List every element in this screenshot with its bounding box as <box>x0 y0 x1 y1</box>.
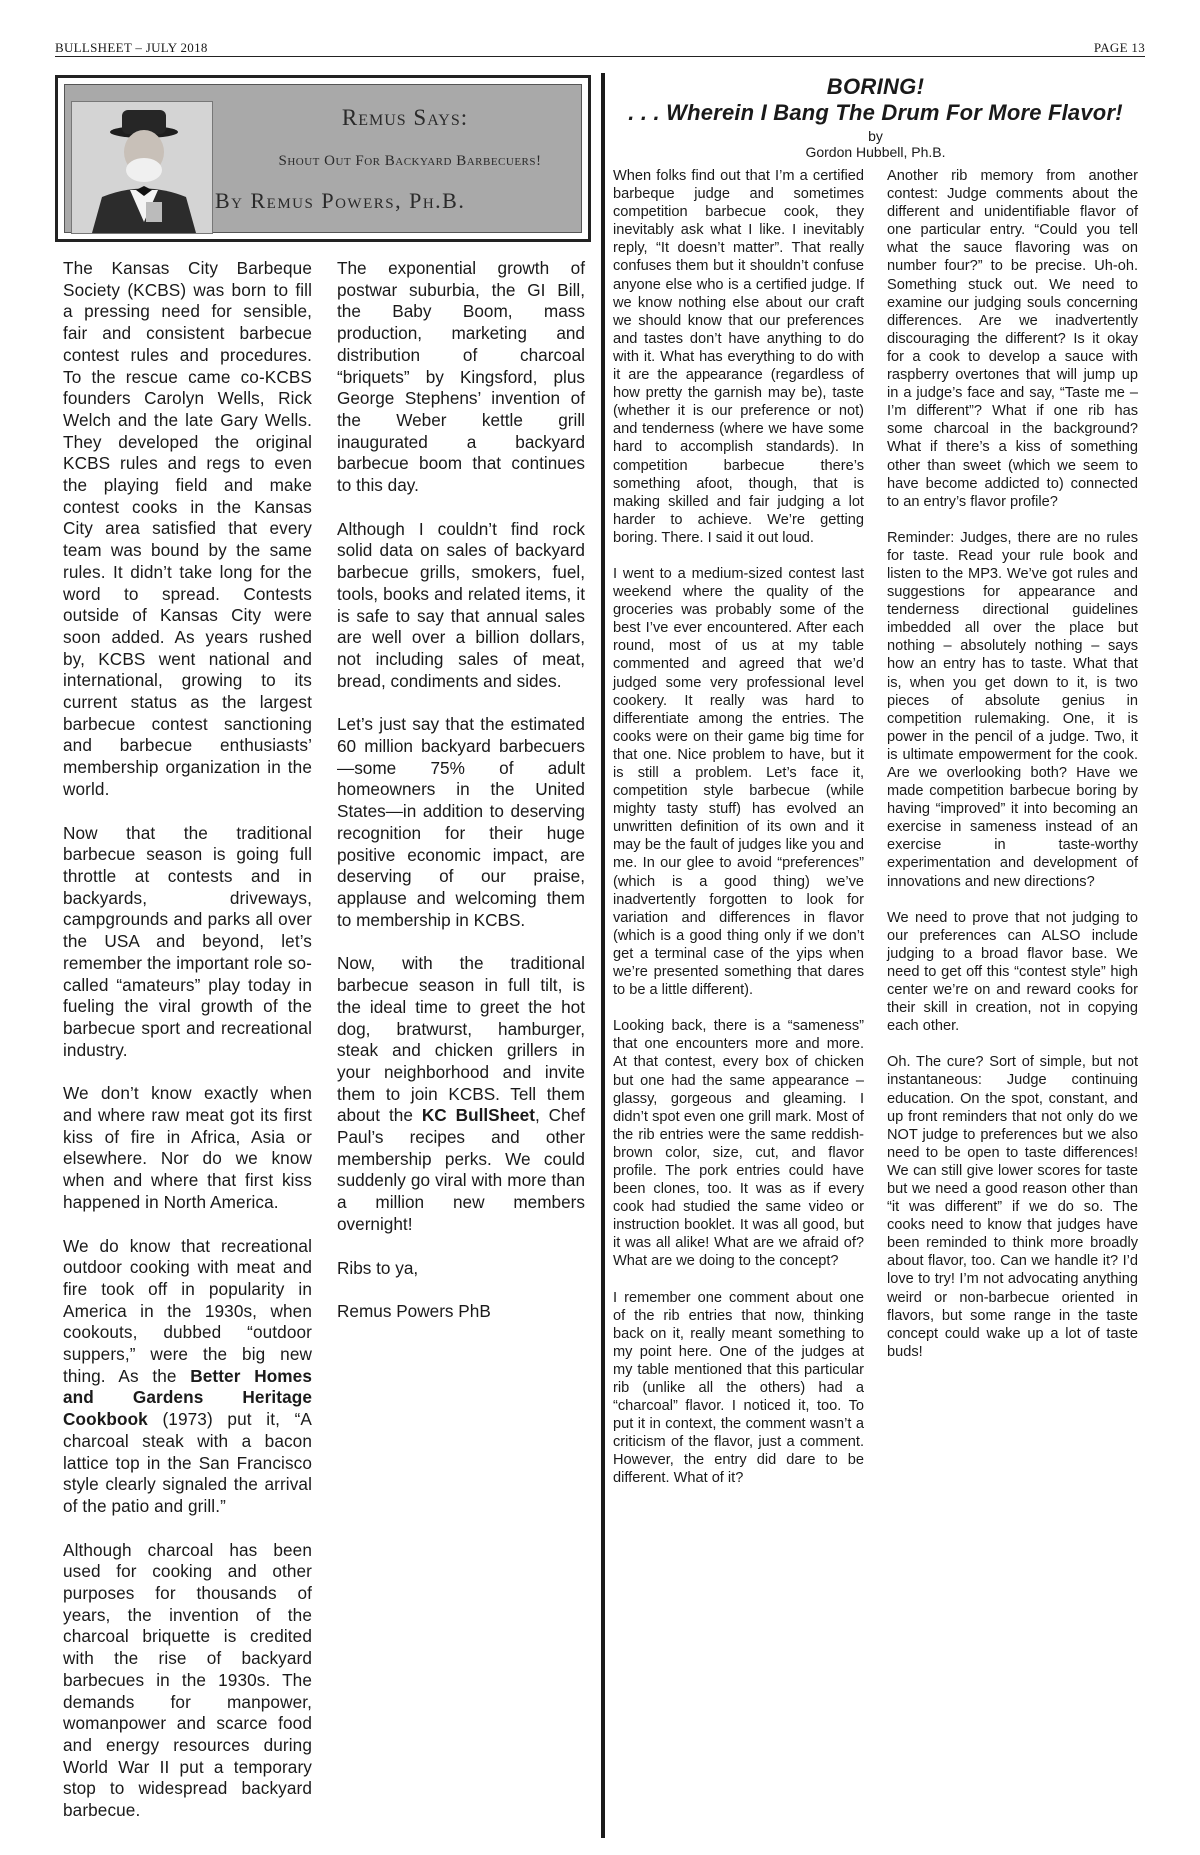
paragraph-text: Now, with the traditional barbecue season in full tilt, is the ideal time to greet the hot dog, bratwurst, hamburger, steak and chicken grillers in your neighborhood and invite them to join KCBS. Tell them about the <box>337 953 585 1126</box>
header-rule <box>55 56 1145 57</box>
boring-paragraph: Another rib memory from another contest: Judge comments about the different and unidentifiable flavor of one particular entry. “Could you tell what the sauce flavoring was on number four?” to be precise. Uh-oh. Something stuck out. We need to examine our judging souls concerning differences. Are we inadvertently discouraging the different? Is it okay for a cook to develop a sauce with raspberry overtones that will jump up in a judge’s face and say, “Taste me – I’m different”? What if one rib has some charcoal in the background? What if there’s a kiss of something other than sweet (which we seem to have become addicted to) connected to an entry’s flavor profile? <box>887 168 1138 510</box>
paragraph-text: We do know that recreational outdoor cooking with meat and fire took off in popularity in America in the 1930s, when cookouts, dubbed “outdoor suppers,” were the big new thing. As the <box>63 1235 312 1386</box>
signature: Remus Powers PhB <box>337 1301 491 1322</box>
boring-article-column-1 <box>613 167 864 1506</box>
boring-paragraph: When folks find out that I’m a certified barbeque judge and sometimes competition barbecue cook, they inevitably ask what I like. I inevitably reply, “It doesn’t matter”. That really confuses them but it shouldn’t confuse anyone else who is a certified judge. If we know nothing else about our craft we should know that our preferences and tastes don’t have anything to do with it. What has everything to do with it are the appearance (regardless of how pretty the garnish may be), taste (whether it is our preference or not) and tenderness (where we have some hard to accomplish standards). In competition barbecue there’s something afoot, though, that is making skilled and fair judging a lot harder to achieve. We’re getting boring. There. I said it out loud. <box>613 168 864 546</box>
paragraph-text: , Chef Paul’s recipes and other membership perks. We could suddenly go viral with more than a million new members overnight! <box>337 1105 585 1234</box>
remus-paragraph: Although charcoal has been used for cooking and other purposes for thousands of years, the invention of the charcoal briquette is credited with the rise of backyard barbecues in the 1930s. The demands for manpower, womanpower and scarce food and energy resources during World War II put a temporary stop to widespread backyard barbecue. <box>63 1539 312 1821</box>
person-photo-icon <box>71 101 213 234</box>
boring-paragraph: We need to prove that not judging to our preferences can ALSO include judging to a broad flavor base. We need to get off this “contest style” high center we’re on and reward cooks for their skill in creation, not in copying each other. <box>887 909 1138 1035</box>
remus-byline: By Remus Powers, Ph.B. <box>215 188 466 213</box>
boring-title: BORING! <box>826 74 925 99</box>
remus-says-box <box>55 75 591 242</box>
boring-subtitle: . . . Wherein I Bang The Drum For More Flavor! <box>628 100 1123 125</box>
paragraph-text: (1973) put it, “A charcoal steak with a bacon lattice top in the San Francisco style clearly signaled the arrival of the patio and grill.” <box>63 1409 312 1516</box>
remus-paragraph: The Kansas City Barbeque Society (KCBS) was born to fill a pressing need for sensible, fair and consistent barbecue contest rules and procedures. To the rescue came co-KCBS founders Carolyn Wells, Rick Welch and the late Gary Wells. They developed the original KCBS rules and regs to even the playing field and make contest cooks in the Kansas City area satisfied that every team was bound by the same rules. It didn’t take long for the word to spread. Contests outside of Kansas City were soon added. As years rushed by, KCBS went national and international, growing to its current status as the largest barbecue contest sanctioning and barbecue enthusiasts’ membership organization in the world. <box>63 258 312 799</box>
remus-box-background <box>64 84 582 233</box>
remus-subtitle: Shout Out For Backyard Barbecuers! <box>278 153 542 169</box>
remus-paragraph: We don’t know exactly when and where raw meat got its first kiss of fire in Africa, Asia or elsewhere. Nor do we know when and where that first kiss happened in North America. <box>63 1083 312 1212</box>
boring-heading <box>613 74 1138 160</box>
remus-title: Remus Says: <box>341 105 469 130</box>
boring-paragraph: Reminder: Judges, there are no rules for taste. Read your rule book and listen to the MP3. We’ve got rules and suggestions for appearance and tenderness directional guidelines imbedded all over the place but nothing – absolutely nothing – says how an entry has to taste. What that is, when you get down to it, is two pieces of absolute genius in competition rulemaking. One, it is power in the pencil of a judge. Two, it is ultimate empowerment for the cook. Are we overlooking both? Have we made competition barbecue boring by having “improved” it into becoming an exercise in sameness instead of an exercise in taste-worthy experimentation and development of innovations and new directions? <box>887 529 1138 890</box>
publication-name: BULLSHEET – JULY 2018 <box>55 40 208 55</box>
boring-paragraph: I remember one comment about one of the rib entries that now, thinking back on it, really meant something to my point here. One of the judges at my table mentioned that this particular rib (unlike all the others) had a “charcoal” flavor. I noticed it, too. To put it in context, the comment wasn’t a criticism of the flavor, just a comment. However, the entry did dare to be different. What of it? <box>613 1289 864 1487</box>
remus-paragraph: Although I couldn’t find rock solid data on sales of backyard barbecue grills, smokers, fuel, tools, books and related items, it is safe to say that annual sales are well over a billion dollars, not including sales of meat, bread, condiments and sides. <box>337 518 585 691</box>
boring-by: by <box>868 128 883 144</box>
remus-paragraph: Let’s just say that the estimated 60 million backyard barbecuers—some 75% of adult homeowners in the United States—in addition to deserving recognition for their huge positive economic impact, are deserving of our praise, applause and welcoming them to membership in KCBS. <box>337 714 585 930</box>
remus-paragraph: The exponential growth of postwar suburbia, the GI Bill, the Baby Boom, mass production, marketing and distribution of charcoal “briquets” by Kingsford, plus George Stephens’ invention of the Weber kettle grill inaugurated a backyard barbecue boom that continues to this day. <box>337 258 585 496</box>
closing-line: Ribs to ya, <box>337 1257 419 1278</box>
remus-paragraph <box>337 953 585 1235</box>
running-header <box>55 36 1145 56</box>
cookbook-title: Better Homes and Gardens Heritage Cookbook <box>63 1365 313 1430</box>
column-divider <box>601 73 605 1838</box>
remus-article-column-1 <box>63 258 312 1822</box>
remus-article-column-2 <box>337 258 585 1345</box>
boring-article-column-2 <box>887 167 1138 1379</box>
remus-paragraph <box>63 1236 312 1518</box>
boring-paragraph: Oh. The cure? Sort of simple, but not instantaneous: Judge continuing education. On the spot, constant, and up front reminders that not only do we NOT judge to preferences but we also need to be open to taste differences! We can still give lower scores for taste but we need a good reason other than “it was different” if we do so. The cooks need to know that judges have been reminded to think more broadly about flavor, too. Can we handle it? I’d love to try! I’m not advocating anything weird or non-barbecue oriented in flavors, but some range in the taste concept could wake up a lot of taste buds! <box>887 1054 1138 1360</box>
boring-paragraph: Looking back, there is a “sameness” that one encounters more and more. At that contest, every box of chicken but one had the same appearance – glassy, gorgeous and gleaming. I didn’t spot even one grill mark. Most of the rib entries were the same reddish-brown color, size, cut, and flavor profile. The pork entries could have been clones, too. It was as if every cook had studied the same video or instruction booklet. It was all good, but it was all alike! What are we afraid of? What are we doing to the concept? <box>613 1018 864 1270</box>
boring-author: Gordon Hubbell, Ph.B. <box>805 144 946 160</box>
boring-paragraph: I went to a medium-sized contest last weekend where the quality of the groceries was probably some of the best I’ve ever encountered. After each round, most of us at my table commented and agreed that we’d judged some very professional level cookery. It really was hard to differentiate among the entries. The cooks were on their game big time for that one. Nice problem to have, but it is still a problem. Let’s face it, competition style barbecue (while mighty tasty stuff) has evolved an unwritten definition of its own and it may be the fault of judges like you and me. In our glee to avoid “preferences” (which is a good thing) we’ve inadvertently forgotten to look for variation and differences in flavor (which is a good thing only if we don’t get a terminal case of the yips when we’re presented something that dares to be a little different). <box>613 565 864 999</box>
publication-title: KC BullSheet <box>421 1105 535 1126</box>
remus-paragraph: Now that the traditional barbecue season is going full throttle at contests and in backyards, driveways, campgrounds and parks all over the USA and beyond, let’s remember the important role so-called “amateurs” play today in fueling the viral growth of the barbecue sport and recreational industry. <box>63 822 312 1060</box>
page-number: PAGE 13 <box>1093 40 1145 55</box>
